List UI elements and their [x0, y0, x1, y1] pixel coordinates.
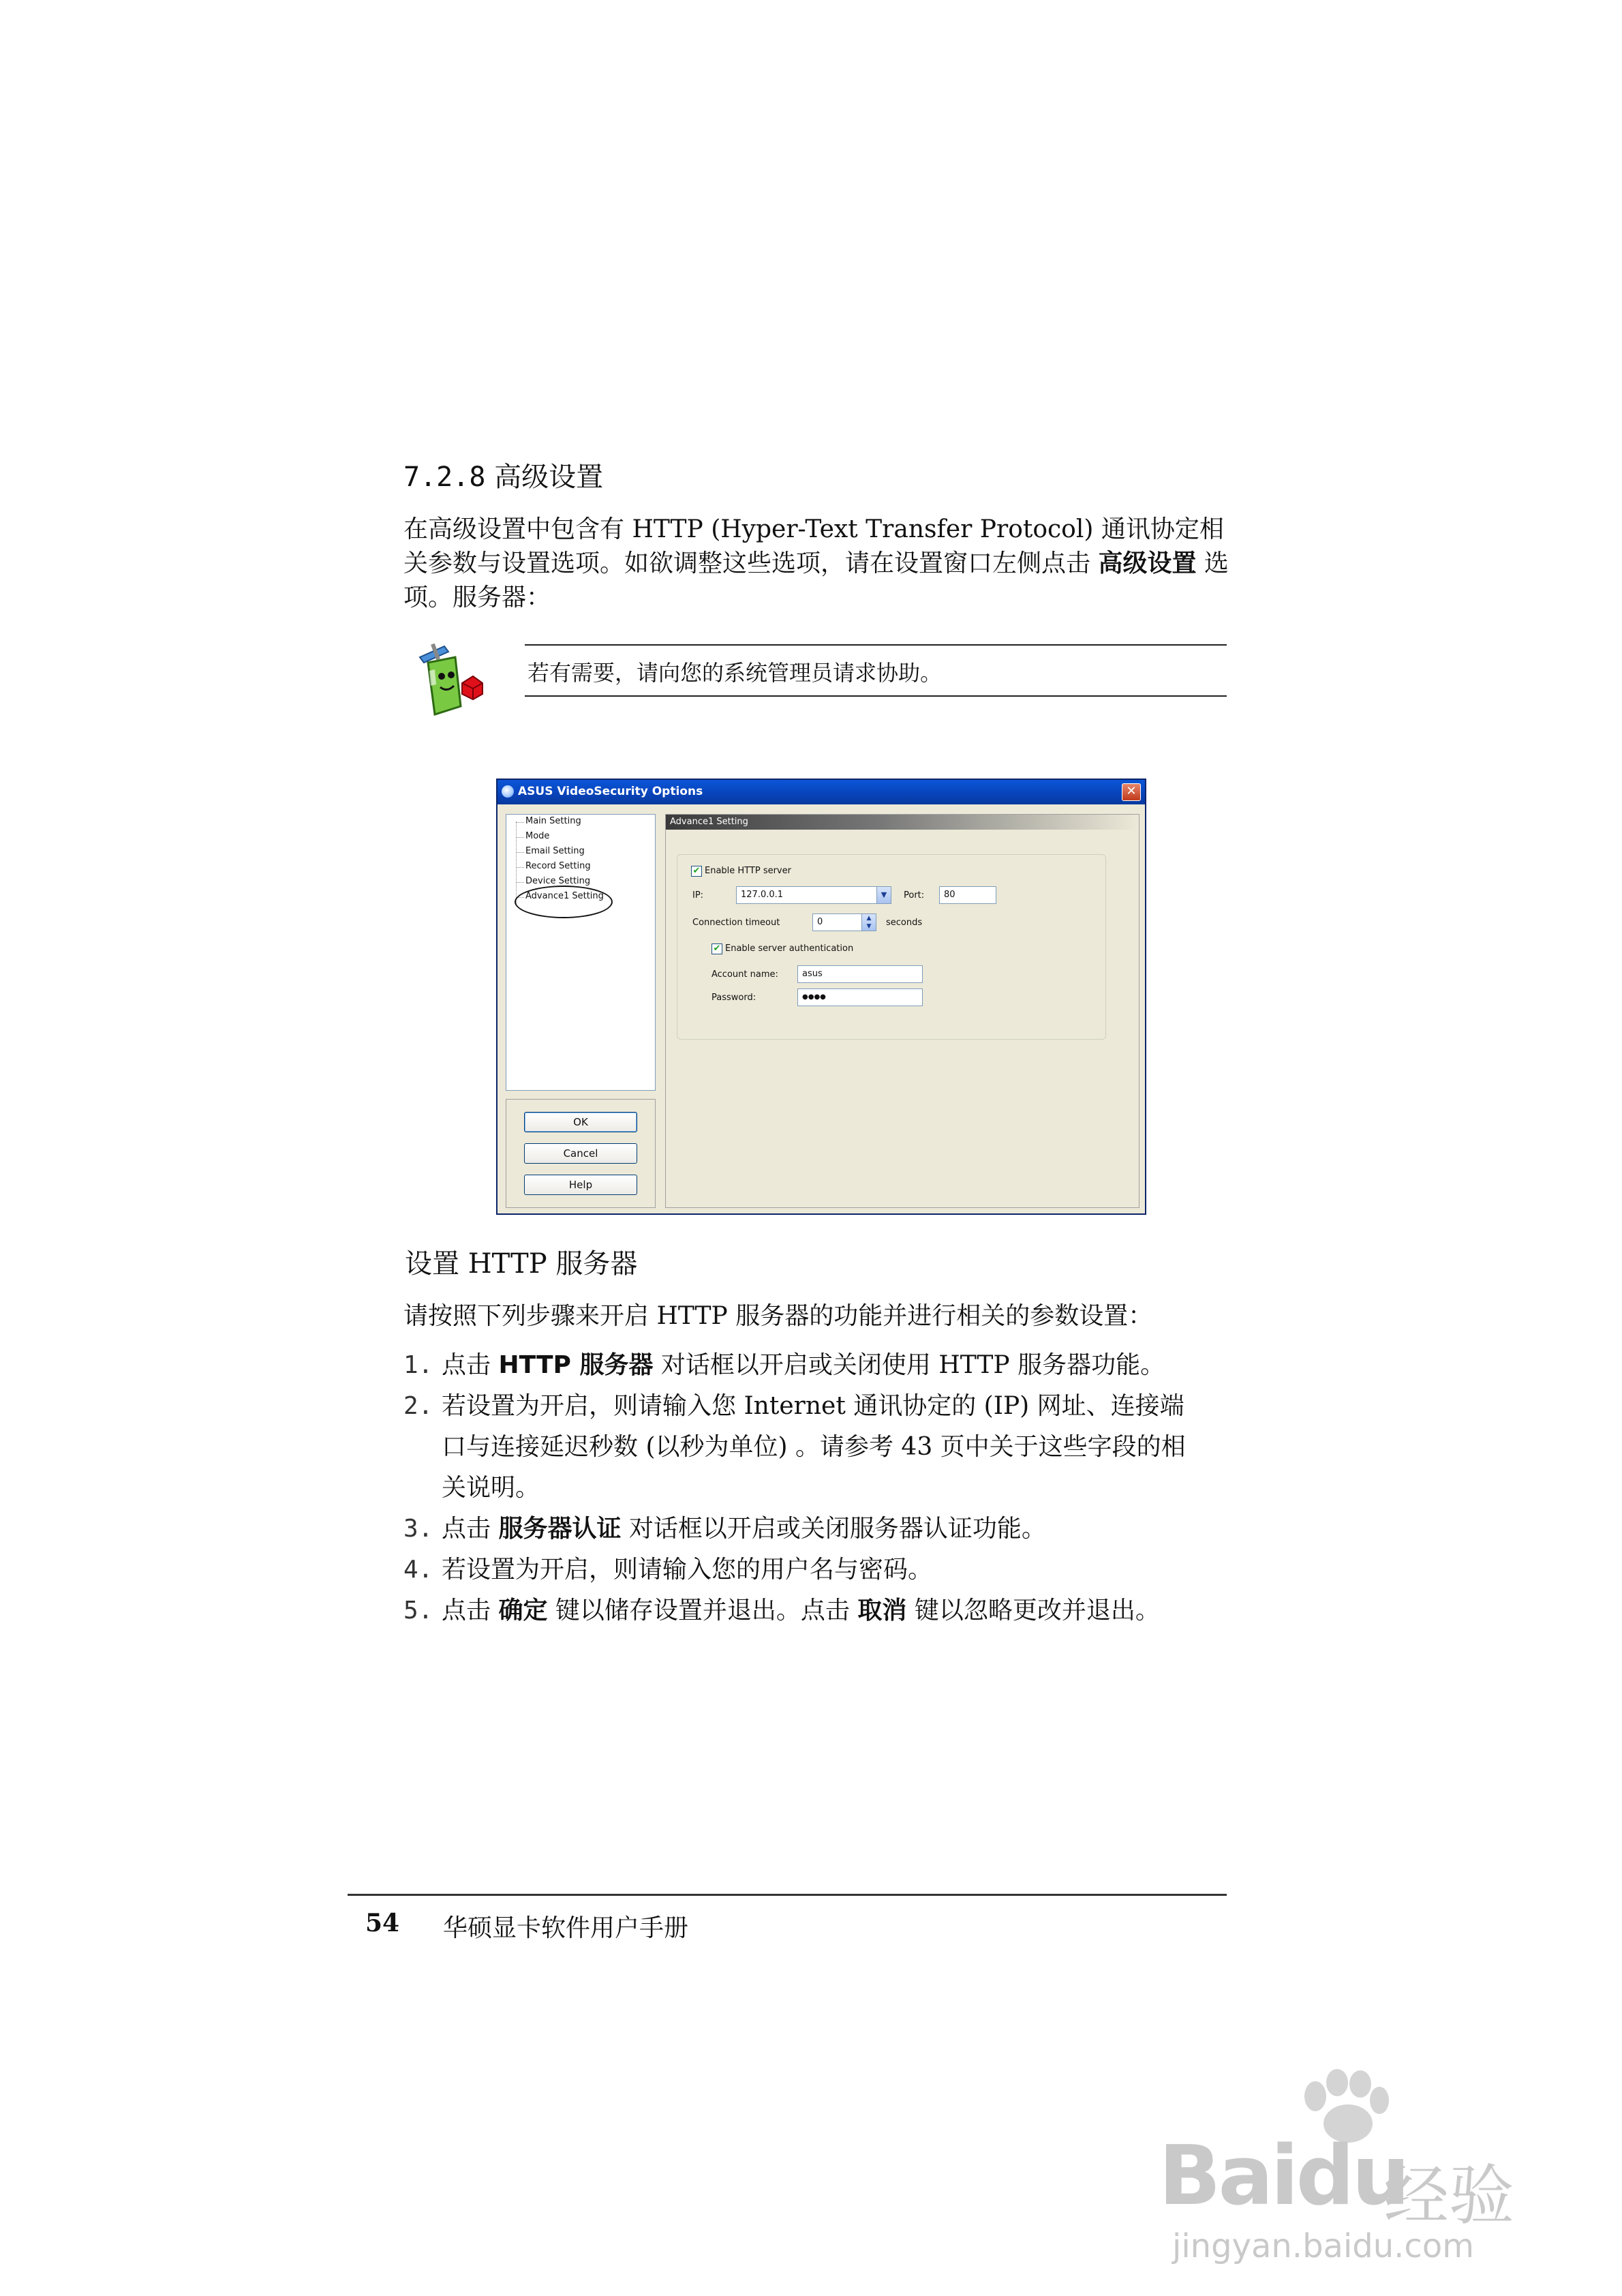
account-input[interactable] — [797, 965, 923, 983]
step-text: 对话框以开启或关闭服务器认证功能。 — [621, 1515, 1046, 1543]
check-icon: ✔ — [713, 943, 721, 954]
note-mascot-icon — [408, 644, 498, 724]
dialog-title: ASUS VideoSecurity Options — [518, 785, 703, 798]
watermark-url: jingyan.baidu.com — [1172, 2227, 1474, 2265]
step-number: 5. — [403, 1597, 433, 1625]
options-dialog — [496, 779, 1146, 1215]
spin-arrows-icon[interactable]: ▲ ▼ — [861, 914, 876, 931]
intro-bold: 高级设置 — [1098, 549, 1197, 577]
section-title: 高级设置 — [494, 462, 604, 493]
page-number: 54 — [365, 1909, 400, 1937]
password-label: Password: — [711, 993, 756, 1003]
step-2-line-2: 口与连接延迟秒数 (以秒为单位) 。请参考 43 页中关于这些字段的相 — [442, 1433, 1186, 1461]
settings-tree — [506, 814, 656, 1091]
timeout-label: Connection timeout — [692, 918, 780, 928]
step-2-line-3: 关说明。 — [442, 1474, 540, 1502]
step-2 — [403, 1387, 1184, 1421]
step-bold: HTTP 服务器 — [498, 1351, 654, 1379]
step-text: 对话框以开启或关闭使用 HTTP 服务器功能。 — [653, 1351, 1165, 1379]
seconds-label: seconds — [886, 918, 923, 928]
tree-item-email-setting[interactable]: Email Setting — [525, 846, 585, 856]
dialog-titlebar[interactable] — [498, 780, 1145, 804]
close-button[interactable] — [1122, 783, 1141, 801]
dialog-buttons-panel — [506, 1099, 656, 1208]
section-number: 7.2.8 — [403, 462, 486, 493]
timeout-value: 0 — [817, 917, 823, 927]
step-5 — [403, 1591, 1160, 1626]
watermark-brand: Baidu — [1159, 2129, 1407, 2224]
subsection-heading: 设置 HTTP 服务器 — [405, 1248, 638, 1280]
password-input[interactable] — [797, 988, 923, 1006]
http-group-box — [677, 854, 1106, 1040]
tree-item-record-setting[interactable]: Record Setting — [525, 861, 591, 871]
password-value: ●●●● — [802, 993, 826, 1001]
step-bold: 取消 — [857, 1597, 907, 1625]
chevron-down-icon[interactable]: ▼ — [876, 887, 891, 903]
step-number: 3. — [403, 1515, 433, 1543]
settings-content-panel — [665, 814, 1139, 1208]
step-text: 点击 — [442, 1515, 499, 1543]
panel-title: Advance1 Setting — [666, 815, 1139, 830]
note-rule-bottom — [525, 695, 1227, 697]
step-4 — [403, 1550, 932, 1585]
section-heading — [403, 455, 603, 494]
step-text: 键以储存设置并退出。点击 — [547, 1597, 858, 1625]
enable-auth-label: Enable server authentication — [725, 943, 854, 954]
highlight-circle — [515, 886, 613, 918]
footer-rule — [348, 1894, 1227, 1896]
ip-dropdown[interactable] — [736, 886, 891, 904]
step-text: 若设置为开启，则请输入您的用户名与密码。 — [442, 1556, 933, 1584]
account-label: Account name: — [711, 969, 778, 980]
tree-item-device-setting[interactable]: Device Setting — [525, 876, 591, 886]
step-number: 4. — [403, 1556, 433, 1584]
help-button[interactable]: Help — [524, 1175, 637, 1195]
port-input[interactable] — [939, 886, 996, 904]
baidu-watermark — [1159, 2069, 1540, 2267]
port-value: 80 — [944, 890, 955, 900]
enable-http-label: Enable HTTP server — [705, 866, 791, 876]
port-label: Port: — [904, 890, 925, 901]
app-icon — [502, 785, 514, 798]
ok-button[interactable]: OK — [524, 1112, 637, 1132]
step-text: 键以忽略更改并退出。 — [906, 1597, 1160, 1625]
footer-title: 华硕显卡软件用户手册 — [443, 1914, 689, 1942]
step-1 — [403, 1346, 1165, 1380]
step-text: 若设置为开启，则请输入您 Internet 通讯协定的 (IP) 网址、连接端 — [442, 1392, 1184, 1420]
step-number: 2. — [403, 1392, 433, 1420]
timeout-stepper[interactable] — [812, 913, 876, 931]
step-bold: 确定 — [498, 1597, 548, 1625]
subsection-intro: 请按照下列步骤来开启 HTTP 服务器的功能并进行相关的参数设置： — [403, 1302, 1153, 1330]
step-number: 1. — [403, 1351, 433, 1379]
tree-item-main-setting[interactable]: Main Setting — [525, 816, 581, 826]
close-icon: ✕ — [1126, 784, 1137, 798]
step-bold: 服务器认证 — [498, 1515, 622, 1543]
intro-paragraph — [403, 513, 1231, 615]
account-value: asus — [802, 969, 823, 979]
watermark-cn: 经验 — [1383, 2158, 1514, 2234]
ip-value: 127.0.0.1 — [741, 890, 784, 900]
step-3 — [403, 1509, 1046, 1544]
intro-text-2: 选项。服务器： — [403, 549, 1229, 611]
enable-http-checkbox[interactable] — [691, 866, 702, 877]
tree-item-advance1-setting[interactable]: Advance1 Setting — [525, 891, 604, 901]
intro-text-1: 在高级设置中包含有 HTTP (Hyper-Text Transfer Protocol) 通讯协定相关参数与设置选项。如欲调整这些选项，请在设置窗口左侧点击 — [403, 515, 1224, 577]
step-text: 点击 — [442, 1351, 499, 1379]
enable-auth-checkbox[interactable] — [711, 943, 722, 954]
note-text: 若有需要，请向您的系统管理员请求协助。 — [527, 660, 943, 686]
note-rule-top — [525, 644, 1227, 646]
check-icon: ✔ — [692, 866, 701, 876]
cancel-button[interactable]: Cancel — [524, 1143, 637, 1164]
tree-item-mode[interactable]: Mode — [525, 831, 550, 841]
ip-label: IP: — [692, 890, 704, 901]
step-text: 点击 — [442, 1597, 499, 1625]
